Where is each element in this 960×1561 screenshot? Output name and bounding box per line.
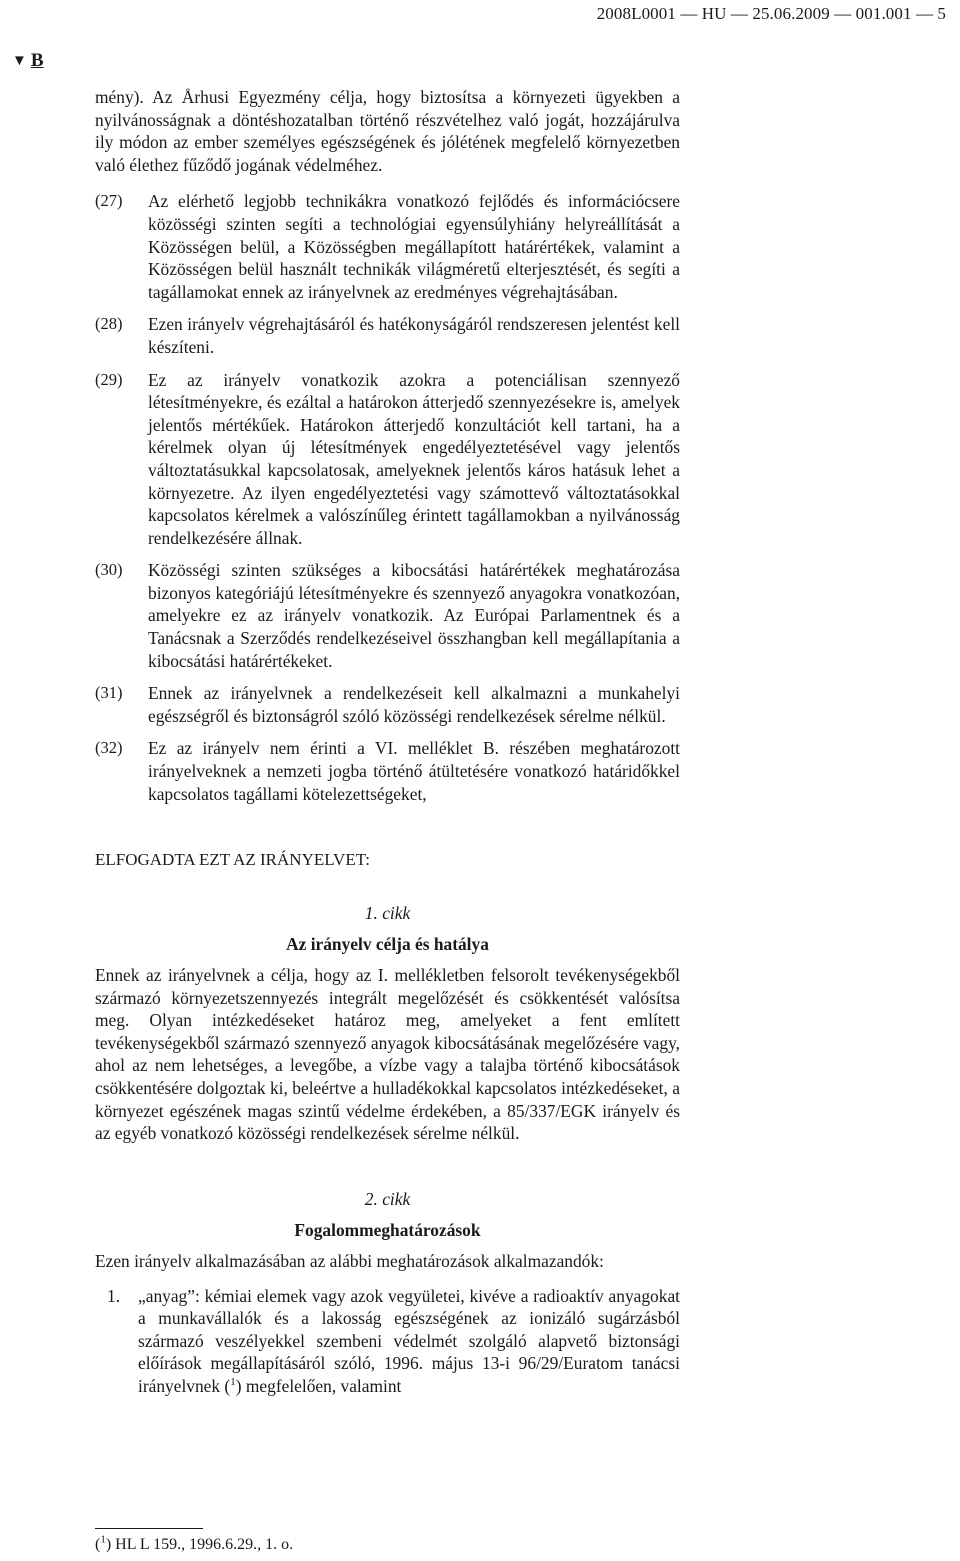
recitals-list	[95, 190, 680, 805]
footnote-close-paren: )	[105, 1536, 112, 1553]
adoption-statement: ELFOGADTA EZT AZ IRÁNYELVET:	[95, 850, 370, 870]
recital-text: Ez az irányelv nem érinti a VI. melléklet B. részében meghatározott irányelveknek a nemzeti jogba történő átültetésére vonatkozó határidőkkel kapcsolatos tagállami kötelezettségeket,	[148, 738, 680, 804]
document-body	[95, 86, 680, 1398]
recital-text: Ennek az irányelvnek a rendelkezéseit kell alkalmazni a munkahelyi egészségről és biztonságról szóló közösségi rendelkezések sérelme nélkül.	[148, 683, 680, 726]
footnote-marker: 1	[100, 1533, 106, 1546]
recital-number: (27)	[95, 191, 123, 211]
footnote-reference[interactable]: 1	[230, 1376, 236, 1389]
recital-item	[95, 737, 680, 805]
article-1-text: Ennek az irányelvnek a célja, hogy az I. mellékletben felsorolt tevékenységekből származó környezetszennyezés integrált megelőzését és csökkentését valósítsa meg. Olyan intézkedéseket határoz meg, amelyeket a fent említett tevékenységekből származó szennyező anyagok kibocsátásának megelőzésére vagy, ahol az nem lehetséges, a levegőbe, a vízbe vagy a talajba történő kibocsátások csökkentésére dolgoztak ki, beleértve a hulladékokkal kapcsolatos intézkedéseket, a környezet egészének magas szintű védelme érdekében, a 85/337/EGK irányelv és az egyéb vonatkozó közösségi rendelkezések sérelme nélkül.	[95, 965, 680, 1144]
definition-text	[138, 1285, 680, 1398]
recital-number: (29)	[95, 369, 123, 389]
article-2-number: 2. cikk	[364, 1188, 411, 1209]
recital-item	[95, 313, 680, 358]
amendment-marker	[12, 50, 44, 72]
recital-number: (31)	[95, 683, 123, 703]
recital-text: Ezen irányelv végrehajtásáról és hatékonyságáról rendszeresen jelentést kell készíteni.	[148, 314, 680, 357]
definition-text-end: ) megfelelően, valamint	[235, 1375, 402, 1396]
recital-text: Az elérhető legjobb technikákra vonatkozó fejlődés és információcsere közösségi szinten segíti a technológiai egyensúlyhiány helyreállítását a Közösségen belül, a Közösségben megállapított határértékek, valamint a Közösségen belül használt technikák világméretű elterjesztését, és segíti a tagállamokat ennek az irányelvnek az eredményes végrehajtásában.	[148, 191, 680, 302]
recital-item	[95, 190, 680, 303]
triangle-down-icon: ▼	[12, 52, 27, 69]
marker-letter: B	[30, 50, 44, 71]
footnote-open-paren: (	[95, 1536, 101, 1553]
recital-number: (28)	[95, 314, 123, 334]
definition-text-start: „anyag”: kémiai elemek vagy azok vegyületei, kivéve a radioaktív anyagokat a munkavállalók és a lakosság egészségének az ionizáló sugárzásból származó veszélyekkel szembeni védelmét szolgáló alapvető biztonsági előírások megállapításáról szóló, 1996. május 13-i 96/29/Euratom tanácsi irányelvnek (	[138, 1285, 680, 1396]
recital-item	[95, 682, 680, 727]
article-1-number: 1. cikk	[364, 902, 411, 923]
recital-text: Ez az irányelv vonatkozik azokra a potenciálisan szennyező létesítményekre, és ezáltal a határokon átterjedő szennyezésekre is, amelyek jelentős mértékűek. Határokon átterjedő konzultációt kell tartani, ha a kérelmek olyan új létesítmények engedélyeztetésével vagy jelentős változtatásukkal kapcsolatosak, amelyeknek jelentős káros hatásuk lehet a környezetre. Az ilyen engedélyeztetési vagy számottevő változtatásokkal kapcsolatos kérelmek a valószínűleg érintett tagállamokban a nyilvánosság rendelkezésére állnak.	[148, 369, 680, 548]
document-header: 2008L0001 — HU — 25.06.2009 — 001.001 — 5	[596, 4, 946, 23]
recital-number: (30)	[95, 560, 123, 580]
recital-text: Közösségi szinten szükséges a kibocsátási határértékek meghatározása bizonyos kategóriájú létesítményekre és szennyező anyagokra vonatkozóan, amelyekre ez az irányelv vonatkozik. Az Európai Parlamentnek és a Tanácsnak a Szerződés rendelkezéseivel összhangban kell megállapítania a kibocsátási határértékeket.	[148, 560, 680, 671]
recital-item	[95, 559, 680, 672]
recital-item	[95, 369, 680, 550]
article-1-title: Az irányelv célja és hatálya	[286, 934, 489, 955]
intro-paragraph: mény). Az Århusi Egyezmény célja, hogy biztosítsa a környezeti ügyekben a nyilvánosságnak a döntéshozatalban történő részvételhez való jogát, hozzájárulva ily módon az ember személyes egészségének és jólétének megfelelő környezetben való élethez fűződő jogának védelméhez.	[95, 87, 680, 175]
definition-number: 1.	[107, 1285, 121, 1306]
article-2-title: Fogalommeghatározások	[294, 1220, 481, 1241]
article-2-intro: Ezen irányelv alkalmazásában az alábbi meghatározások alkalmazandók:	[95, 1250, 604, 1271]
footnote-divider	[95, 1528, 203, 1529]
definition-item	[95, 1285, 680, 1398]
footnote	[95, 1533, 294, 1554]
footnote-text: HL L 159., 1996.6.29., 1. o.	[111, 1536, 294, 1553]
recital-number: (32)	[95, 738, 123, 758]
